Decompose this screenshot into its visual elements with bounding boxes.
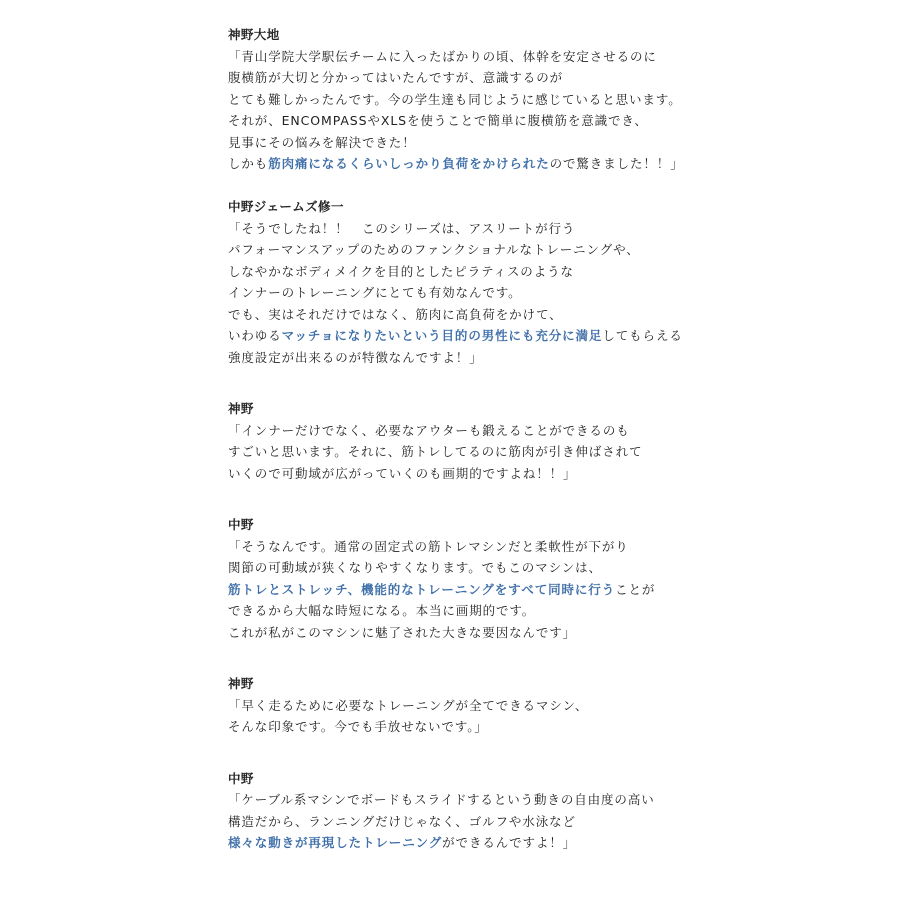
dialogue-line xyxy=(228,441,868,463)
line-text: ことが xyxy=(615,581,656,597)
line-text: 関節の可動域が狭くなりやすくなります。でもこのマシンは、 xyxy=(228,560,602,575)
line-text: いわゆる xyxy=(228,328,282,343)
dialogue-block xyxy=(228,398,868,484)
block-spacer xyxy=(228,738,868,768)
dialogue-line xyxy=(228,218,868,240)
dialogue-line xyxy=(228,832,868,854)
line-text: ができるんですよ！」 xyxy=(442,835,577,850)
block-spacer xyxy=(228,368,868,398)
block-spacer xyxy=(228,484,868,514)
block-spacer xyxy=(228,175,868,197)
dialogue-line xyxy=(228,261,868,283)
line-text: パフォーマンスアップのためのファンクショナルなトレーニングや、 xyxy=(228,242,640,257)
speaker-name: 中野 xyxy=(228,517,254,532)
dialogue-line xyxy=(228,282,868,304)
line-text: それが、ENCOMPASSやXLSを使うことで簡単に腹横筋を意識でき、 xyxy=(228,113,648,128)
line-text: いくので可動域が広がっていくのも画期的ですよね！！」 xyxy=(228,465,577,481)
line-text: してもらえる xyxy=(602,328,683,343)
line-text: しかも xyxy=(228,156,269,171)
dialogue-block xyxy=(228,673,868,738)
line-text: ので驚きました！！」 xyxy=(549,156,684,171)
dialogue-block xyxy=(228,196,868,368)
line-text: 「そうなんです。通常の固定式の筋トレマシンだと柔軟性が下がり xyxy=(228,538,629,554)
dialogue-line xyxy=(228,347,868,369)
highlight-text: 様々な動きが再現したトレーニング xyxy=(228,835,443,850)
dialogue-line xyxy=(228,695,868,717)
dialogue-line xyxy=(228,811,868,833)
dialogue-line xyxy=(228,463,868,485)
dialogue-line xyxy=(228,46,868,68)
dialogue-line xyxy=(228,420,868,442)
line-text: すごいと思います。それに、筋トレしてるのに筋肉が引き伸ばされて xyxy=(228,444,643,459)
line-text: できるから大幅な時短になる。本当に画期的です。 xyxy=(228,603,536,618)
dialogue-line xyxy=(228,600,868,622)
line-text: とても難しかったんです。今の学生達も同じように感じていると思います。 xyxy=(228,91,682,107)
dialogue-line xyxy=(228,716,868,738)
line-text: 「早く走るために必要なトレーニングが全てできるマシン、 xyxy=(228,697,589,713)
line-text: そんな印象です。今でも手放せないです。」 xyxy=(228,719,488,734)
interview-article xyxy=(228,24,868,854)
dialogue-block xyxy=(228,768,868,854)
dialogue-line xyxy=(228,110,868,132)
line-text: 「そうでしたね！！ このシリーズは、アスリートが行う xyxy=(228,220,576,236)
dialogue-line xyxy=(228,536,868,558)
speaker-name: 神野 xyxy=(228,401,254,416)
line-text: 「青山学院大学駅伝チームに入ったばかりの頃、体幹を安定させるのに xyxy=(228,48,657,64)
line-text: 「インナーだけでなく、必要なアウターも鍛えることができるのも xyxy=(228,422,630,438)
dialogue-block xyxy=(228,514,868,643)
speaker-name: 中野 xyxy=(228,770,254,786)
dialogue-line xyxy=(228,153,868,175)
line-text: しなやかなボディメイクを目的としたピラティスのような xyxy=(228,263,574,279)
dialogue-line xyxy=(228,325,868,347)
line-text: これが私がこのマシンに魅了された大きな要因なんです」 xyxy=(228,624,577,640)
speaker-name: 神野大地 xyxy=(228,27,280,42)
dialogue-line xyxy=(228,132,868,154)
dialogue-line xyxy=(228,304,868,326)
dialogue-block xyxy=(228,24,868,175)
speaker-name: 神野 xyxy=(228,676,254,691)
line-text: 「ケーブル系マシンでボードもスライドするという動きの自由度の高い xyxy=(228,792,655,807)
line-text: 見事にその悩みを解決できた！ xyxy=(228,134,416,150)
line-text: 強度設定が出来るのが特徴なんですよ！」 xyxy=(228,349,483,365)
line-text: でも、実はそれだけではなく、筋肉に高負荷をかけて、 xyxy=(228,306,563,322)
dialogue-line xyxy=(228,67,868,89)
dialogue-line xyxy=(228,557,868,579)
speaker-name: 中野ジェームズ修一 xyxy=(228,199,344,214)
dialogue-line xyxy=(228,622,868,644)
dialogue-line xyxy=(228,239,868,261)
highlight-text: マッチョになりたいという目的の男性にも充分に満足 xyxy=(281,328,603,343)
line-text: インナーのトレーニングにとても有効なんです。 xyxy=(228,285,522,300)
highlight-text: 筋トレとストレッチ、機能的なトレーニングをすべて同時に行う xyxy=(228,581,616,597)
dialogue-line xyxy=(228,579,868,601)
highlight-text: 筋肉痛になるくらいしっかり負荷をかけられた xyxy=(268,156,550,171)
line-text: 腹横筋が大切と分かってはいたんですが、意識するのが xyxy=(228,70,564,85)
dialogue-line xyxy=(228,89,868,111)
block-spacer xyxy=(228,643,868,673)
line-text: 構造だから、ランニングだけじゃなく、ゴルフや水泳など xyxy=(228,813,576,829)
dialogue-line xyxy=(228,789,868,811)
